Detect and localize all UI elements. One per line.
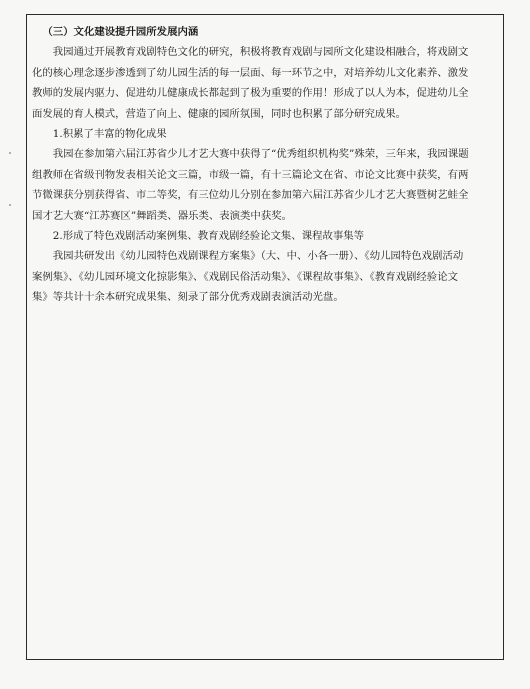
document-body <box>32 22 470 308</box>
scan-speck <box>9 152 11 154</box>
subheading-2: 2.形成了特色戏剧活动案例集、教育戏剧经验论文集、课程故事集等 <box>52 230 365 243</box>
subheading-1: 1.积累了丰富的物化成果 <box>52 128 167 141</box>
intro-paragraph: 我园通过开展教育戏剧特色文化的研究，积极将教育戏剧与园所文化建设相融合，将戏剧文化的核心理念逐步渗透到了幼儿园生活的每一层面、每一环节之中，对培养幼儿文化素养、激发教师的发展内驱力、促进幼儿健康成长都起到了极为重要的作用！形成了以人为本，促进幼儿全面发展的育人模式，营造了向上、健康的园所氛围，同时也积累了部分研究成果。 <box>32 46 469 120</box>
achievements-paragraph: 我园在参加第六届江苏省少儿才艺大赛中获得了“优秀组织机构奖”殊荣，三年来，我园课题组教师在省级刊物发表相关论文三篇，市级一篇，有十三篇论文在省、市论文比赛中获奖，有两节微课获分别获得省、市二等奖，有三位幼儿分别在参加第六届江苏省少儿才艺大赛暨树艺蛙全国才艺大赛“江苏赛区”舞蹈类、器乐类、表演类中获奖。 <box>32 148 469 222</box>
collections-paragraph: 我园共研发出《幼儿园特色戏剧课程方案集》（大、中、小各一册）、《幼儿园特色戏剧活动案例集》、《幼儿园环境文化掠影集》、《戏剧民俗活动集》、《课程故事集》、《教育戏剧经验论文集》等共计十余本研究成果集、刻录了部分优秀戏剧表演活动光盘。 <box>32 250 464 304</box>
scan-speck <box>9 204 11 206</box>
section-heading: （三）文化建设提升园所发展内涵 <box>42 26 199 38</box>
